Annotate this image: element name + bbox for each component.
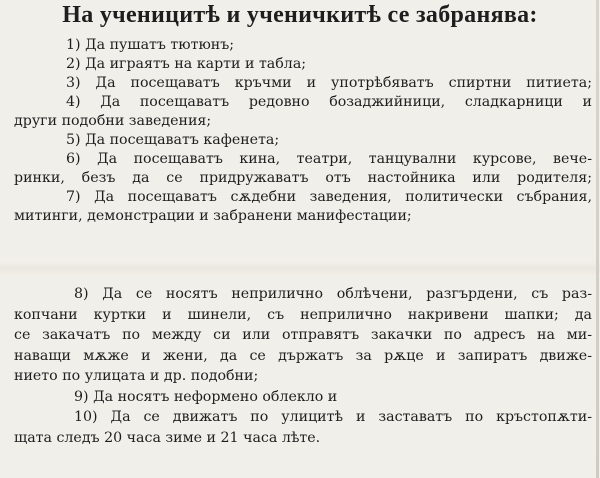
page-fold-separator xyxy=(0,262,600,276)
rule-2: 2) Да играятъ на карти и табла; xyxy=(66,56,307,72)
rule-8: 8) Да се носятъ неприлично облѣчени, разгърдени, съ раз- xyxy=(74,286,592,302)
rule-5: 5) Да посещаватъ кафенета; xyxy=(66,132,280,148)
rule-10-continued: щата следъ 20 часа зиме и 21 часа лѣте. xyxy=(14,429,321,446)
rule-7: 7) Да посещаватъ сѫдебни заведения, политически събрания, xyxy=(66,189,592,205)
rule-1: 1) Да пушатъ тютюнъ; xyxy=(66,37,235,53)
binding-edge xyxy=(596,0,599,478)
rule-8-line-5: нието по улицата и др. подобни; xyxy=(14,368,259,384)
rule-8-line-4: наващи мѫже и жени, да се държатъ за рѫце и запиратъ движе- xyxy=(14,347,592,364)
rule-6-continued: ринки, безъ да се придружаватъ отъ настойника или родителя; xyxy=(14,170,592,186)
rule-4-continued: други подобни заведения; xyxy=(14,113,212,129)
rule-4: 4) Да посещаватъ редовно бозаджийници, сладкарници и xyxy=(66,94,592,110)
rule-9: 9) Да носятъ неформено облекло и xyxy=(74,388,338,405)
rules-list-part-1 xyxy=(14,36,592,226)
rule-6: 6) Да посещаватъ кина, театри, танцувални курсове, вече- xyxy=(66,151,592,167)
rule-7-continued: митинги, демонстрации и забранени манифестации; xyxy=(14,208,412,224)
rule-10: 10) Да се движатъ по улицитѣ и заставатъ по кръстопѫти- xyxy=(74,409,592,425)
rule-8-line-2: копчани куртки и шинели, съ неприлично накривени шапки; да xyxy=(14,306,592,323)
rules-list-part-2 xyxy=(14,284,592,448)
rule-8-line-3: се закачатъ по между си или отправятъ закачки по адресъ на ми- xyxy=(14,327,592,343)
rule-3: 3) Да посещаватъ кръчми и употрѣбяватъ спиртни питиета; xyxy=(66,75,592,91)
page-title: На ученицитѣ и ученичкитѣ се забранява: xyxy=(62,2,538,28)
